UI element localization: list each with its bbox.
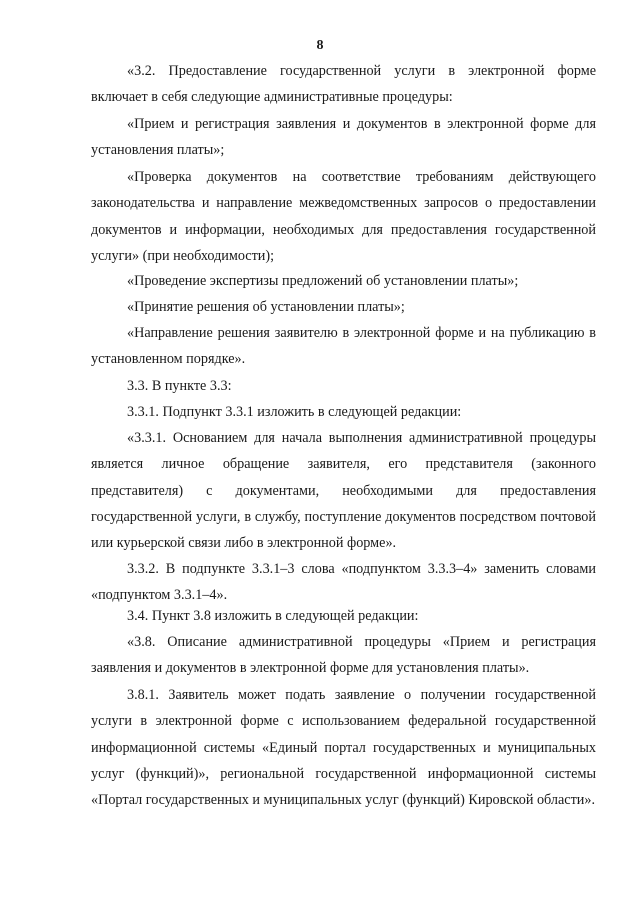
paragraph-procedure-5: «Направление решения заявителю в электронной форме и на публикацию в установленном порядке». [91, 325, 596, 368]
paragraph-procedure-2: «Проверка документов на соответствие требованиям действующего законодательства и направление межведомственных запросов о предоставлении документов и информации, необходимых для предоставления государственной услуги» (при необходимости); [91, 169, 596, 264]
paragraph-3-2: «3.2. Предоставление государственной услуги в электронной форме включает в себя следующие административные процедуры: [91, 63, 596, 106]
paragraph-3-3-2: 3.3.2. В подпункте 3.3.1–3 слова «подпунктом 3.3.3–4» заменить словами «подпунктом 3.3.1–4». [91, 561, 596, 604]
paragraph-procedure-1: «Прием и регистрация заявления и документов в электронной форме для установления платы»; [91, 116, 596, 159]
paragraph-procedure-3: «Проведение экспертизы предложений об установлении платы»; [127, 273, 519, 289]
paragraph-procedure-4: «Принятие решения об установлении платы»; [127, 299, 405, 315]
page-number: 8 [316, 38, 324, 53]
paragraph-3-3-1: 3.3.1. Подпункт 3.3.1 изложить в следующей редакции: [127, 404, 462, 420]
paragraph-3-8-1: 3.8.1. Заявитель может подать заявление о получении государственной услуги в электронной форме с использованием федеральной государственной информационной системы «Единый портал государственных и муниципальных услуг (функций)», региональной государственной информационной системы «Портал государственных и муниципальных услуг (функций) Кировской области». [91, 687, 596, 809]
paragraph-3-4: 3.4. Пункт 3.8 изложить в следующей редакции: [127, 608, 419, 624]
paragraph-3-3: 3.3. В пункте 3.3: [127, 378, 232, 394]
paragraph-3-3-1-quote: «3.3.1. Основанием для начала выполнения административной процедуры является личное обращение заявителя, его представителя (законного представителя) с документами, необходимыми для предоставления государственной услуги, в службу, поступление документов посредством почтовой или курьерской связи либо в электронной форме». [91, 430, 596, 552]
paragraph-3-8-quote: «3.8. Описание административной процедуры «Прием и регистрация заявления и документов в электронной форме для установления платы». [91, 634, 596, 677]
